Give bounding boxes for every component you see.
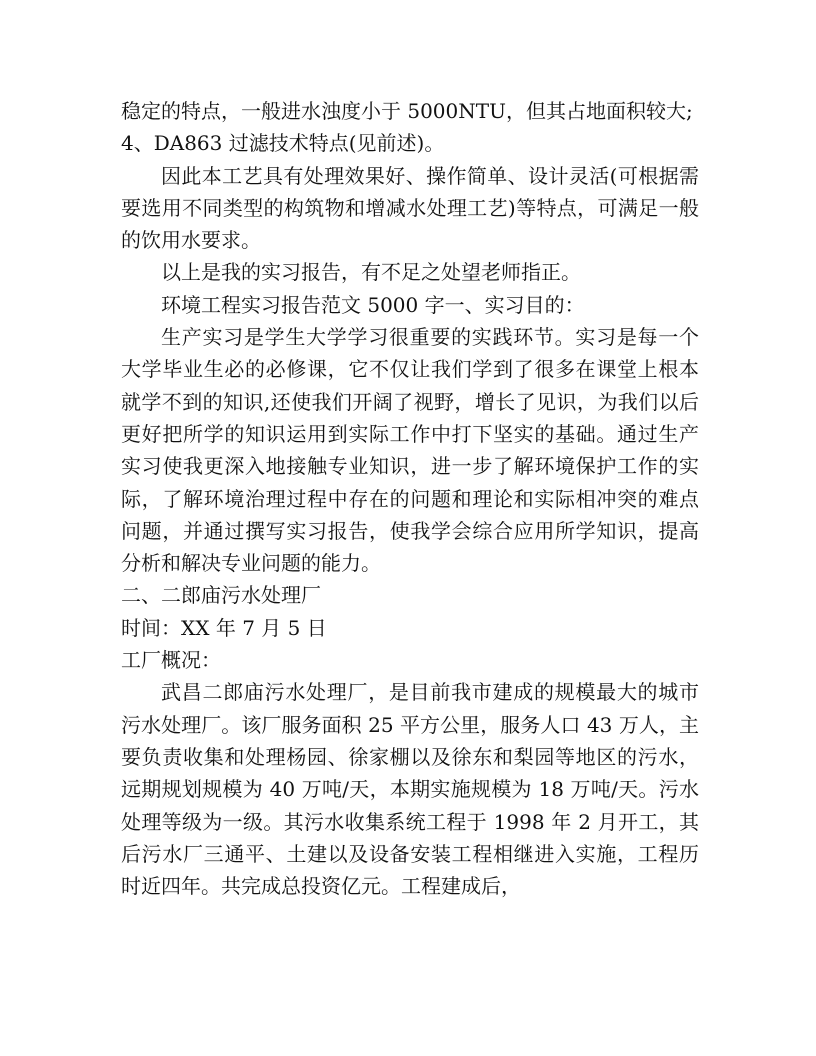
paragraph-5: 环境工程实习报告范文 5000 字一、实习目的：: [161, 292, 585, 317]
paragraph-3: 因此本工艺具有处理效果好、操作简单、设计灵活(可根据需要选用不同类型的构筑物和增减水处理工艺)等特点，可满足一般的饮用水要求。: [121, 163, 699, 253]
body-text: [121, 95, 699, 902]
overview-label: 工厂概况：: [121, 648, 221, 673]
paragraph-6: 生产实习是学生大学学习很重要的实践环节。实习是每一个大学毕业生必的必修课，它不仅让我们学到了很多在课堂上根本就学不到的知识,还使我们开阔了视野，增长了见识，为我们以后更好把所学的知识运用到实际工作中打下坚实的基础。通过生产实习使我更深入地接触专业知识，进一步了解环境保护工作的实际，了解环境治理过程中存在的问题和理论和实际相冲突的难点问题，并通过撰写实习报告，使我学会综合应用所学知识，提高分析和解决专业问题的能力。: [121, 325, 699, 576]
paragraph-10: 武昌二郎庙污水处理厂，是目前我市建成的规模最大的城市污水处理厂。该厂服务面积 25 平方公里，服务人口 43 万人，主要负责收集和处理杨园、徐家棚以及徐东和梨园等地区的污水，远期规划规模为 40 万吨/天，本期实施规模为 18 万吨/天。污水处理等级为一级。其污水收集系统工程于 1998 年 2 月开工，其后污水厂三通平、土建以及设备安装工程相继进入实施，工程历时近四年。共完成总投资亿元。工程建成后，: [121, 680, 699, 899]
paragraph-2: 4、DA863 过滤技术特点(见前述)。: [121, 131, 445, 156]
section-heading: 二、二郎庙污水处理厂: [121, 583, 321, 608]
paragraph-1: 稳定的特点，一般进水浊度小于 5000NTU，但其占地面积较大;: [121, 99, 693, 123]
date-line: 时间：XX 年 7 月 5 日: [121, 615, 327, 640]
paragraph-4: 以上是我的实习报告，有不足之处望老师指正。: [161, 260, 581, 285]
